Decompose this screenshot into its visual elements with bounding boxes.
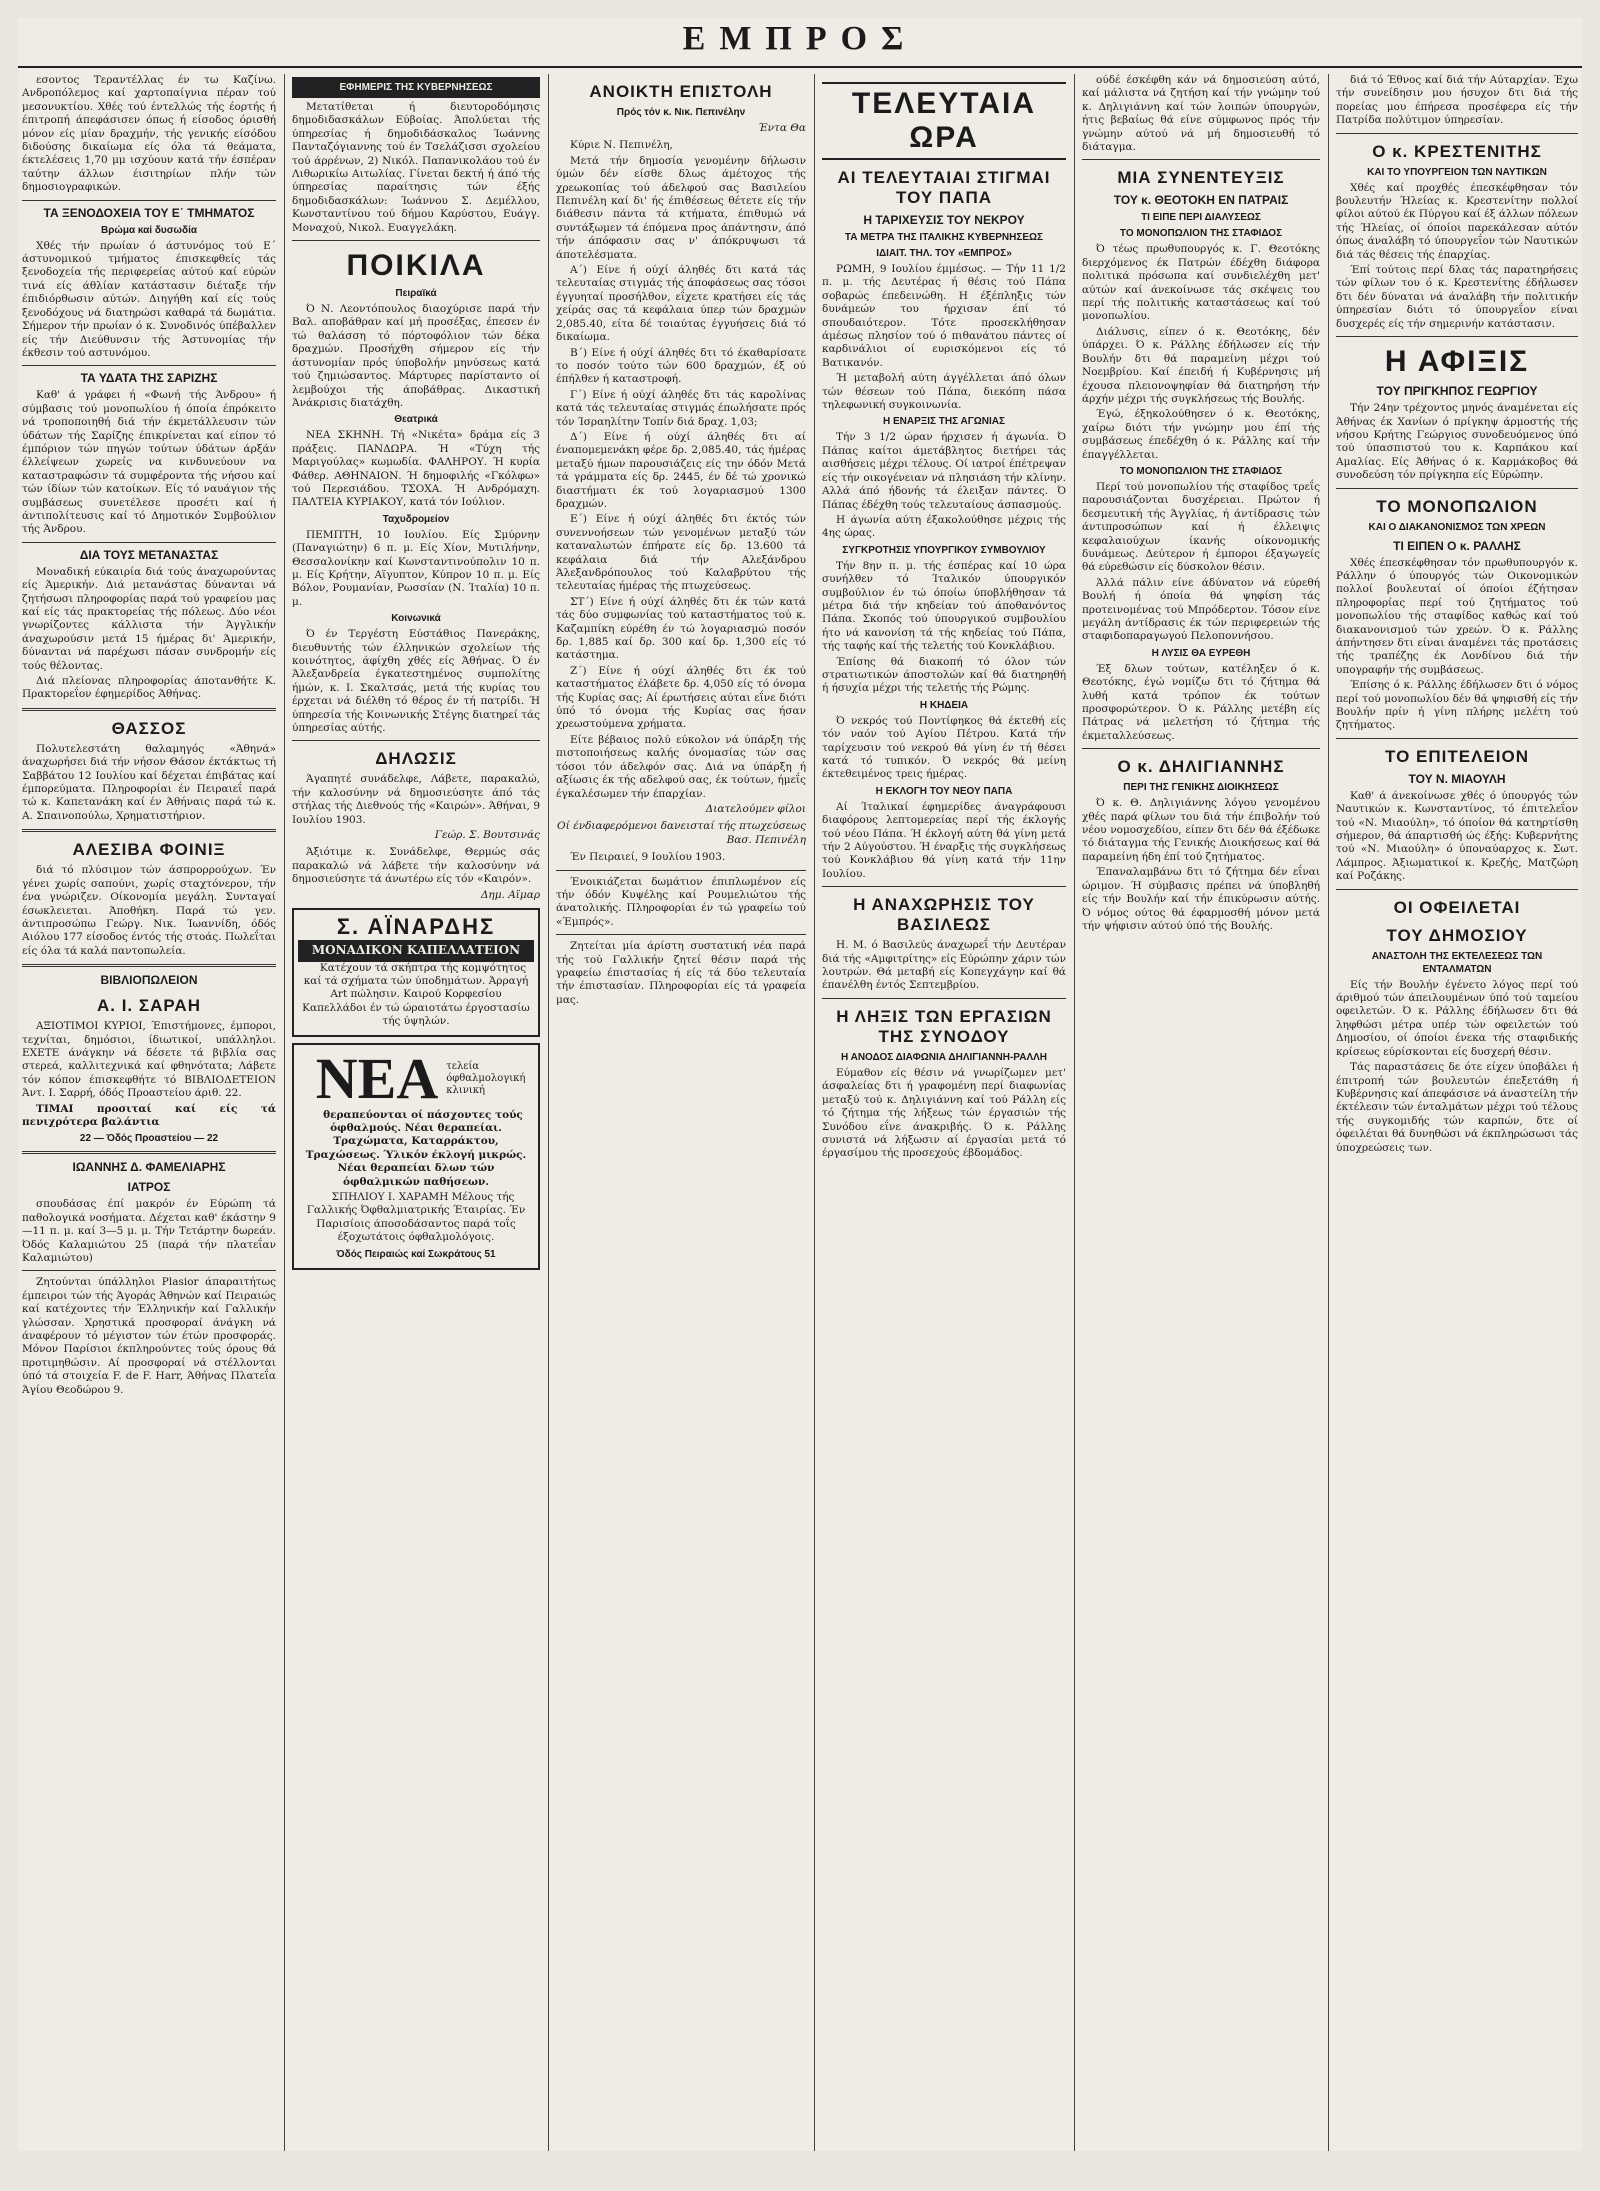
ad-headline: ΑΛΕΣΙΒΑ ΦΟΙΝΙΞ bbox=[72, 840, 226, 860]
article-text: Β΄) Είνε ή ούχί άληθές δτι τό έκαθαρίσατε το ποσόν τούτο τών 600 δραχμών, έξ ού έπήλθεν ή καταστροφή. bbox=[556, 346, 806, 386]
ad-subheadline: ΙΑΤΡΟΣ bbox=[127, 1180, 171, 1195]
dateline: Έν Πειραιεί, 9 Ιουλίου 1903. bbox=[570, 851, 726, 864]
article-text: Διάλυσις, είπεν ό κ. Θεοτόκης, δέν ύπάρχει. Ό κ. Ράλλης έδήλωσεν είς τήν Βουλήν δτι θά παραμείνη μέχρι τού Νοεμβρίου. Καί έπειδή ή Κυβέρνησις μή έχουσα πλειονοψηφίαν θά διατηρήση τήν άρχήν μέχρι τής συγκλήσεως τής Βουλής. bbox=[1082, 325, 1320, 405]
newspaper-page bbox=[18, 18, 1582, 2151]
column-5 bbox=[1082, 74, 1320, 2151]
subheadline: Η ΕΝΑΡΞΙΣ ΤΗΣ ΑΓΩΝΙΑΣ bbox=[883, 416, 1005, 428]
masthead bbox=[18, 18, 1582, 70]
divider bbox=[22, 708, 276, 711]
article-text: Χθές έπεσκέφθησαν τόν πρωθυπουργόν κ. Ράλλην ό ύπουργός τών Οικονομικών πολλοί βουλευταί οί όποίοι έζήτησαν πληροφορίας περί τού ζητήματος τού μονοπωλίου τής σταφίδος καθώς καί τού διακανονισμού τών χρεών. Ό κ. Ράλλης άπήντησεν δτι είναι άναμένει τάς προτάσεις τής τραπέζης έκ Λονδίνου διά τήν υπογραφήν τής συμβάσεως. bbox=[1336, 556, 1578, 676]
article-text: Ό έν Τεργέστη Εύστάθιος Πανεράκης, διευθυντής τών έλληνικών σχολείων τής κοινότητος, άφίχθη χθές είς Άθήνας. Ό έν Άλεξανδρεία έγκατεστημένος συμπολίτης ήμών, κ. Ι. Σκαλτσάς, μετά τής κυρίας του έρχεται νά διέλθη τό θέρος έν τή πατρίδι. Ή ύπηρεσία τής Κοινωνικής Στέγης διατηρεί τάς ύπηρεσίας αύτής. bbox=[292, 628, 540, 735]
column-divider bbox=[814, 74, 815, 2151]
ad-text: διά τό πλύσιμον τών άσπρορρούχων. Έν γένει χωρίς σαπούνι, χωρίς σταχτόνερον, τήν ένα γνώριζεν. Οίκονομία μεγάλη. Συνταγαί έσωκλειεται. Άποθήκη. Παρά τώ γεν. άντιπροσώπω Γεώργ. Νικ. Ίωαννίδη, όδός Αιόλου 177 είσοδος έντός τής στοάς. Πωλεΐται είς όλα τά καλά παντοπωλεία. bbox=[22, 864, 276, 957]
headline: Ο κ. ΔΗΛΙΓΙΑΝΝΗΣ bbox=[1117, 757, 1285, 777]
article-text: Άγαπητέ συνάδελφε, Λάβετε, παρακαλώ, τήν καλοσύνην νά δημοσιεύσητε άπό τάς στήλας τής Διεθνούς τής «Καιρών». Άθήναι, 9 Ιουλίου 1903. bbox=[292, 773, 540, 826]
article-text: Ό Ν. Λεοντόπουλος διαοχύρισε παρά τήν Βαλ. αποβάθραν καί μή προσέξας, έπεσεν έν τώ θαλάσση τό πόρτοφόλιον τών δέκα δραχμών. Προσήχθη σήμερον είς τήν άστυνομίαν πρός ύποβολήν μηνύσεως κατά τού ζημιώσαντος. Μάρτυρες παρίσταντο οί λεμβούχοι τής άποβάθρας. Δικαστική Άνάκρισις διατάχθη. bbox=[292, 303, 540, 409]
subheadline: Πρός τόν κ. Νικ. Πεπινέλην bbox=[616, 107, 746, 118]
article-text: Καθ' ά γράφει ή «Φωνή τής Άνδρου» ή σύμβασις τού μονοπωλίου ή όποία έπρόκειτο νά τροποποιηθή διά τήν έκμετάλλευσιν τών ύδάτων τής Σαρίζης έπικρίνεται καί είπον τό έμπόριον τών πηγών τούτων ύδάτων άρξάν έλλείψεων χωρείς να κινδυνεύουν να καταστραφώσιν τά συμφέροντα τής νήσου καί τών ίδίων τών κατοίκων. Είς τό ναυάγιον τής συμβάσεως συνετέλεσε προσέτι καί ή άντιπολίτευσις καί τό Δημοτικόν Συμβούλιον τής Άνδρου. bbox=[22, 389, 276, 536]
article-text: Έγώ, έξηκολούθησεν ό κ. Θεοτόκης, χαίρω διότι τήν γνώμην μου έπί τής συμβάσεως έπεδέχθη ό κ. Ράλλης καί τήν έπαγγέλλεται. bbox=[1082, 408, 1320, 461]
divider bbox=[22, 1151, 276, 1154]
ad-headline: ΙΩΑΝΝΗΣ Δ. ΦΑΜΕΛΙΑΡΗΣ bbox=[72, 1160, 226, 1175]
ad-tagline: τελεία όφθαλμολογική κλινική bbox=[446, 1060, 526, 1096]
subheadline: ΤΟ ΜΟΝΟΠΩΛΙΟΝ ΤΗΣ ΣΤΑΦΙΔΟΣ bbox=[1119, 228, 1283, 240]
headline: ΑΙ ΤΕΛΕΥΤΑΙΑΙ ΣΤΙΓΜΑΙ ΤΟΥ ΠΑΠΑ bbox=[837, 168, 1051, 207]
subheadline: ΠΕΡΙ ΤΗΣ ΓΕΝΙΚΗΣ ΔΙΟΙΚΗΣΕΩΣ bbox=[1123, 782, 1279, 794]
ad-headline: ΒΙΒΛΙΟΠΩΛΕΙΟΝ bbox=[100, 973, 198, 988]
subheadline: Η ΚΗΔΕΙΑ bbox=[919, 699, 969, 711]
column-divider bbox=[1328, 74, 1329, 2151]
signature: Οί ένδιαφερόμενοι δανεισταί τής πτωχεύσεως Βασ. Πεπινέλη bbox=[557, 820, 806, 846]
subheadline: ΚΑΙ Ο ΔΙΑΚΑΝΟΝΙΣΜΟΣ ΤΩΝ ΧΡΕΩΝ bbox=[1368, 521, 1546, 533]
article-text: Δ΄) Είνε ή ούχί άληθές δτι αί έναπομεμενάκη φέρε δρ. 2,085.40, τάς ήμέρας μεταξύ ήμων παρουσιάζεις είς την όδόν Μετά τά γράμματα είς δρ. 2445, έν δέ τώ χρονικώ διαστήματι έκ τού λογαριασμού 1300 δραχμών. bbox=[556, 430, 806, 510]
divider bbox=[22, 542, 276, 543]
column-1 bbox=[22, 74, 276, 2151]
headline: Ο κ. ΚΡΕΣΤΕΝΙΤΗΣ bbox=[1372, 141, 1542, 161]
headline: Η ΑΝΑΧΩΡΗΣΙΣ ΤΟΥ ΒΑΣΙΛΕΩΣ bbox=[853, 895, 1035, 935]
divider bbox=[822, 998, 1066, 999]
divider bbox=[1336, 738, 1578, 739]
article-text: Τάς παραστάσεις δε ότε είχεν ύποβάλει ή έπιτροπή τών βουλευτών έπεξετάθη ή Κυβέρνησις καί άπεφάσισε νά άναστείλη τήν έκτέλεσιν τών ένταλμάτων μέχρι τού τέλους τής συγκομιδής τών καρπών, δτε οί όφειλέται θά δυνηθώσι νά έκπληρώσωσι τάς ύποχρεώσεις των. bbox=[1336, 1061, 1578, 1154]
article-text: Καθ' ά άνεκοίνωσε χθές ό ύπουργός τών Ναυτικών κ. Κωνσταντίνος, τό έπιτελεΐον τού «Ν. Μιαούλη», τό όποίον θά κατηρτίσθη σήμερον, θά άπαρτισθή ώς έξής: Κυβερνήτης τού «Ν. Μιαούλη» ό ύποναύαρχος κ. Σωτ. Λάμπρος. Άξιωματικοί κ. Κρεζής, Ματζώρη καί Ροζάκης. bbox=[1336, 789, 1578, 883]
subheadline: ΤΟΥ κ. ΘΕΟΤΟΚΗ ΕΝ ΠΑΤΡΑΙΣ bbox=[1113, 193, 1289, 208]
newspaper-title: ΕΜΠΡΟΣ bbox=[682, 20, 918, 57]
article-text: Εύμαθον είς θέσιν νά γνωρίζωμεν μετ' άσφαλείας δτι ή γραφομένη περί διαφωνίας μεταξύ τού κ. Δηλιγιάννη καί τού Ράλλη είς τό ζήτημα τής λήξεως τών έργασιών τής Συνόδου εΐνε άνακριβής. Ό κ. Ράλλης συνιστά νά λήξωσιν αί έργασίαι μετά τό έργασίμου τής προσεχούς έβδομάδος. bbox=[822, 1066, 1066, 1160]
divider bbox=[22, 829, 276, 832]
article-text: Τήν 8ην π. μ. τής έσπέρας καί 10 ώρα συνήλθεν τό Ίταλικόν ύπουργικόν συμβούλιον έν τώ όποίω ύποβλήθησαν τά μέτρα διά τήν κηδείαν τού άποθανόντος Πάπα. Σκοπός τού ύπουργικού συμβουλίου ήτο νά κανονίση τά τής κηδείας τού Πάπα, τής ταφής καί τής τελετής τού Κονκλάβιου. bbox=[822, 559, 1066, 653]
article-text: ΝΕΑ ΣΚΗΝΗ. Τή «Νικέτα» δράμα είς 3 πράξεις. ΠΑΝΔΩΡΑ. Ή «Τύχη τής Μαριγούλας» κωμωδία. ΦΑΛΗΡΟΥ. Ή κυρία Φάθερ. ΑΘΗΝΑΙΟΝ. Ή δημοφιλής «Γκόλφω» τού Περεσιάδου. ΤΣΟΧΑ. Ή Ανδρόμαχη. ΠΑΛΤΕΙΑ ΚΥΡΙΑΚΟΥ, κατά τόν Ιούλιον. bbox=[292, 429, 540, 509]
headline: ΟΙ ΟΦΕΙΛΕΤΑΙ bbox=[1393, 897, 1521, 917]
article-text: Η. Μ. ό Βασιλεύς άναχωρεΐ τήν Δευτέραν διά τής «Αμφιτρίτης» είς Εύρώπην χάριν τών λουτρών. Θά μεταβή είς Κοπεγχάγην καί θά έπανέλθη έντός Σεπτεμβρίου. bbox=[822, 939, 1066, 992]
subheadline: Ταχυδρομείον bbox=[382, 513, 450, 525]
divider bbox=[22, 964, 276, 967]
article-text: ΡΩΜΗ, 9 Ιουλίου έμμέσως. — Τήν 11 1/2 π. μ. τής Δευτέρας ή θέσις τού Πάπα σοβαρώς έπεδεινώθη. Η έξέπληξις τών δυνάμεών του ήρχισαν έπί τό σπουδαιότερον. Τότε προσεκλήθησαν άμέσως πλησίον τού ό πιθανάτου πάντες οί καρδινάλιοι οί ευρισκόμενοι είς τό Βατικανόν. bbox=[822, 263, 1066, 369]
divider bbox=[22, 1270, 276, 1271]
ad-text: ΑΞΙΟΤΙΜΟΙ ΚΥΡΙΟΙ, Έπιστήμονες, έμποροι, τεχνίται, δημόσιοι, ίδιωτικοί, υπάλληλοι. ΕΧΕΤΕ άνάγκην νά δέσετε τά βιβλία σας στερεά, καλλιτεχνικά καί φθηνότατα; Λάβετε τόν κόπον έπισκεφθήτε τό ΒΙΒΛΙΟΔΕΤΕΙΟΝ Άντ. Ι. Σαρρή, όδός Προαστείου άριθ. 22. bbox=[22, 1020, 276, 1100]
ad-subheadline: ΜΟΝΑΔΙΚΟΝ ΚΑΠΕΛΛΑΤΕΙΟΝ bbox=[298, 940, 534, 961]
divider bbox=[1336, 133, 1578, 134]
article-text: Ε΄) Είνε ή ούχί άληθές δτι έκτός τών συνεννοήσεων τών γενομένων μεταξύ τών καταναλωτών έπήρατε είς δρ. 13.600 τά κεφάλαια διά τήν Αλεξάνδρου Άλεξανδρόπουλος τού Καλαβρύτου τής τελευταίας ήμέρας τής πτωχεύσεως. bbox=[556, 513, 806, 593]
article-text: ΠΕΜΠΤΗ, 10 Ιουλίου. Είς Σμύρνην (Παναγιώτην) 6 π. μ. Είς Χίον, Μυτιλήνην, Θεσσαλονίκην καί Κωνσταντινούπολιν 10 π. μ. Είς Κρήτην, Αϊγυπτον, Κύπρον 10 π. μ. Είς Βόλον, Ρουμανίαν, Ρωσσίαν (Ν. Ίταλία) 10 π. μ. bbox=[292, 528, 540, 608]
column-6 bbox=[1336, 74, 1578, 2151]
article-text: Έπαναλαμβάνω δτι τό ζήτημα δέν εΐναι ώριμον. Ή σύμβασις πρέπει νά ύποβληθή είς τήν Βουλήν καί τήν έπικύρωσιν αύτής. Ό νόμος ούτος θά έφαρμοσθή μόνον μετά τήν ψήφισιν αύτού ύπό τής Βουλής. bbox=[1082, 866, 1320, 932]
headline: ΤΑ ΥΔΑΤΑ ΤΗΣ ΣΑΡΙΖΗΣ bbox=[80, 371, 218, 386]
signature: Δημ. Αϊμαρ bbox=[480, 888, 540, 901]
article-text: Ζ΄) Είνε ή ούχί άληθές δτι έκ τού καταστήματος έλάβετε δρ. 4,050 είς τό όνομα τής Κυρίας σας; Αί έρωτήσεις αύται εΐνε διότι ύπό τό όνομα τής Κυρίας σας ήσαν χρεωστούμενα χρήματα. bbox=[556, 664, 806, 731]
ad-text: Ζητούνται ύπάλληλοι Plasior άπαραιτήτως έμπειροι τών τής Άγοράς Άθηνών καί Πειραιώς καί κατέχοντες τήν Έλληνικήν καί Γαλλικήν γλώσσαν. Χρηστικά προσφοραί άνάγκη νά άναφέρουν τό μέγιστον τών έτών προσφοράς. Μόνον Παρίσιοι έκπληρούντες τούς όρους θά προτιμηθώσιν. Αί προσφοραί νά στέλλονται ύπό τά στοιχεία F. de F. Harr, Άθήνας Πλατεΐα Άγίου Θεοδώρου 9. bbox=[22, 1276, 276, 1396]
article-text: Κύριε Ν. Πεπινέλη, bbox=[570, 139, 673, 152]
divider bbox=[1336, 488, 1578, 489]
article-text: διά τό Έθνος καί διά τήν Αύταρχίαν. Έχω τήν συνείδησιν μου ήσυχον δτι διά τής πορείας μου έπήρεσα προσέφερα είς τήν Πατρίδα πολύτιμον ύπηρεσίαν. bbox=[1336, 74, 1578, 127]
article-text: Η άγωνία αύτη έξακολούθησε μέχρις τής 4ης ώρας. bbox=[822, 513, 1066, 540]
article-text: Χθές τήν πρωίαν ό άστυνόμος τού Ε΄ άστυνομικού τμήματος έπισκεφθείς τάς ξενοδοχεία τής περιφερείας αύτού καί εύρών τινά είς άθλίαν κατάστασιν διέταξε τήν έπιδιόρθωσιν αύτών. Διηγήθη καί είς τούς ξενοδόχους νά διατηρώσι καθαρά τά δωμάτια. Σήμερον τήν πρωίαν ό κ. Συνοδινός ύπέβαλλεν είς τήν Διεύθυνσιν τής Άστυνομίας τήν έκθεσιν τού αστυνόμου. bbox=[22, 239, 276, 359]
article-text: Τήν 3 1/2 ώραν ήρχισεν ή άγωνία. Ό Πάπας καίτοι άμετάβλητος διετήρει τάς αισθήσεις μέχρι τέλους. Οί ιατροί έπέτρεψαν είς τήν οικογένειαν νά πλησιάση τήν κλίνην. Αλλά άπό ήδονής τά έλειξαν πάντες. Ό Πάπας έδέχθη τούς τελευταίους άσπασμούς. bbox=[822, 431, 1066, 511]
article-text: Περί τού μονοπωλίου τής σταφίδος τρεΐς παρουσιάζονται δυσχέρειαι. Πρώτον ή δεσμευτική τής Άγγλίας, ή άντίδρασις τών άντιπροσώπων καί ή έλλειψις κεφαλαιούχων ίκανής οίκονομικής δυνάμεως. Δεύτερον ή έμποροι έξαγωγείς θά εύρεθώσιν είς δύσκολον θέσιν. bbox=[1082, 480, 1320, 574]
ad-text: ΣΠΗΛΙΟΥ Ι. ΧΑΡΑΜΗ Μέλους τής Γαλλικής Όφθαλμιατρικής Έταιρίας. Έν Παρισίοις άποσοδάσαντος παρά τοΐς έξοχωτάτοις όφθαλμολόγοις. bbox=[306, 1190, 526, 1244]
headline: Η ΑΦΙΞΙΣ bbox=[1384, 345, 1530, 379]
article-text: Μετατίθεται ή διευτοροδόμησις δημοδιδασκάλων Εύβοίας. Άπολύεται τής ύπηρεσίας ή δημοδιδάσκαλος Ίωάννης Πανταζόγιαννης τού έν Τσελάζισσι σχολείου τού άρρένων, 2) Νικόλ. Παπανικολάου τού έν Λιθωρικίω Αιτωλίας. Γίνεται δεκτή ή άπό τής ύπηρεσίας παραίτησις τών έξής δημοδιδασκάλων: Ίωάννου Σ. Δεμέλλου, Κωνσταντίνου τού δήμου Καρύστου, Ευάγγ. Μοναχού, Νικολ. Ευαγγελάκη. bbox=[292, 101, 540, 234]
ad-headline: ΝΕΑ bbox=[315, 1045, 439, 1111]
divider bbox=[1082, 748, 1320, 749]
article-text: Αί Ίταλικαί έφημερίδες άναγράφουσι διαφόρους λεπτομερείας περί τής έκλογής τού νέου Πάπα. Ή έκλογή αύτη θά γίνη μετά τήν 2 Αύγούστου. Ή έναρξις τής συγκλήσεως τού Κονκλάβιου θά γίνη κατά τήν 11ην Ιουλίου. bbox=[822, 800, 1066, 880]
subheadline: ΙΔΙΑΙΤ. ΤΗΛ. ΤΟΥ «ΕΜΠΡΟΣ» bbox=[876, 248, 1012, 259]
subheadline: Η ΤΑΡΙΧΕΥΣΙΣ ΤΟΥ ΝΕΚΡΟΥ bbox=[863, 213, 1025, 227]
divider bbox=[556, 870, 806, 871]
headline: ΤΟ ΕΠΙΤΕΛΕΙΟΝ bbox=[1385, 746, 1529, 766]
article-text: Ό τέως πρωθυπουργός κ. Γ. Θεοτόκης διερχόμενος έκ Πατρών έδέχθη διάφορα πολιτικά πρόσωπα καί συνδιελέχθη μετ' αύτών καί άνεκοίνωσε τάς σκέψεις του περί τής πολιτικής καταστάσεως καί τού μονοπωλίου. bbox=[1082, 243, 1320, 323]
subheadline: ΚΑΙ ΤΟ ΥΠΟΥΡΓΕΙΟΝ ΤΩΝ ΝΑΥΤΙΚΩΝ bbox=[1367, 166, 1547, 178]
article-text: Είτε βέβαιος πολύ εύκολον νά ύπάρξη τής πιστοποιήσεως καλής όνομασίας τών σας τόσοι τόν άδελφόν σας. Διά να ύπάρξη ή αξίωσις έκ τής αδελφού σας, έκ τούτων, ήμεΐς έγκαλέσωμεν τήν έπαρχίαν. bbox=[556, 733, 806, 800]
ad-headline: ΘΑΣΣΟΣ bbox=[111, 718, 187, 738]
article-text: εσοντος Τεραντέλλας έν τω Καζίνω. Ανδροπόλεμος καί χαρτοπαίγνια πέραν τού μεσονυκτίου. Χθές τού έντελλώς τής έορτής ή έπιτροπή άπεφάσισεν όπως ή είσοδος όρισθή μόνον είς μίαν δραχμήν, τής γενικής είσόδου διδούσης δικαίωμα είς όλα τά θεάματα, έκτελέσεις 1,70 μμ ισχύουν κατά τήν έσπέραν ταύτην άλλων έισιτηρίων πλήν τών δημοσιογραφικών. bbox=[22, 74, 276, 194]
column-divider bbox=[548, 74, 549, 2151]
article-text: Έπίσης ό κ. Ράλλης έδήλωσεν δτι ό νόμος περί τού μονοπωλίου δέν θά ψηφισθή είς τήν Βουλήν πρίν ή γίνη πλήρης μελέτη τού ζητήματος. bbox=[1336, 679, 1578, 732]
ad-text: ΤΙΜΑΙ προσιταί καί είς τά πενιχρότερα βαλάντια bbox=[22, 1102, 276, 1128]
subheadline: ΤΟ ΜΟΝΟΠΩΛΙΟΝ ΤΗΣ ΣΤΑΦΙΔΟΣ bbox=[1119, 465, 1283, 477]
subheadline: ΤΟΥ ΠΡΙΓΚΗΠΟΣ ΓΕΩΡΓΙΟΥ bbox=[1376, 384, 1538, 399]
ad-box bbox=[292, 1043, 540, 1270]
column-3 bbox=[556, 74, 806, 2151]
headline: ΔΙΑ ΤΟΥΣ ΜΕΤΑΝΑΣΤΑΣ bbox=[79, 547, 219, 562]
subheadline: ΤΙ ΕΙΠΕ ΠΕΡΙ ΔΙΑΛΥΣΕΩΣ bbox=[1141, 212, 1261, 224]
subheadline: Η ΛΥΣΙΣ ΘΑ ΕΥΡΕΘΗ bbox=[1151, 647, 1251, 659]
article-text: Α΄) Είνε ή ούχί άληθές δτι κατά τάς τελευταίας στιγμάς τής άποφάσεως σας τόσοι έγγυηταί προσήλθον, εΐχετε κρατήσει είς τάς χείράς σας τά κεφάλαια ύπερ τών δραχμών 2,085.40, είτα δέ τοιαύτας έγγυήσεις διά τό δικαίωμα. bbox=[556, 264, 806, 344]
article-text: Ό νεκρός τού Ποντίφηκος θά έκτεθή είς τόν ναόν τού Αγίου Πέτρου. Κατά τήν ταρίχευσιν τού νεκρού θά γίνη έν τή θέσει κατά τό τυπικόν. Ό νεκρός θά μείνη έκτεθειμένος τρεις ήμέρας. bbox=[822, 714, 1066, 781]
column-divider bbox=[1074, 74, 1075, 2151]
ad-title-row bbox=[298, 1045, 534, 1111]
article-text: Μετά τήν δημοσία γενομένην δήλωσιν ύμών δέν είσθε δλως άμέτοχος τής χρεωκοπίας τού άδελφού σας Βασιλείου Πεπινέλη καί δι' ής έπιθέσεως θέτετε είς τήν διάθεσιν πάντα τά κτήματα, έπιθυμώ νά συντάξωμεν τά έπόμενα προς άπάντησιν, άπό τήν άπόφασιν σας ν' άπόκρυψωσι τά άποτελέσματα. bbox=[556, 154, 806, 261]
article-text: ούδέ έσκέφθη κάν νά δημοσιεύση αύτό, καί μάλιστα νά ζητήση καί τήν γνώμην τού κ. Δηλιγιάννη καί τών λοιπών ύπουργών, ήτις βεβαίως θά είνε σύμφωνος πρός τήν γνώμην αύτού νά μή δημοσιευθή τό διάταγμα. bbox=[1082, 74, 1320, 154]
article-text: Ή μεταβολή αύτη άγγέλλεται άπό όλων τών θέσεων τού Πάπα, διεκόπη πάσα τηλεφωνική συγκοινωνία. bbox=[822, 372, 1066, 412]
subheadline: ΤΟΥ Ν. ΜΙΑΟΥΛΗ bbox=[1408, 771, 1506, 786]
article-text: Χθές καί προχθές έπεσκέφθησαν τόν βουλευτήν Ήλείας κ. Κρεστενίτην πολλοί φίλοι αύτού έκ Πύργου καί έξ άλλων πόλεων τής Ήλείας, οί όποίοι παρεκάλεσαν αύτόν όπως άναλάβη τό ύπουργεΐον τών Ναυτικών διά τάς θέσεις τής έπαρχίας. bbox=[1336, 181, 1578, 261]
headline: ΔΗΛΩΣΙΣ bbox=[375, 749, 457, 769]
divider bbox=[292, 740, 540, 741]
ad-address: 22 — Όδός Προαστείου — 22 bbox=[79, 1133, 219, 1145]
article-text: ΣΤ΄) Είνε ή ούχί άληθές δτι έκ τών κατά τάς δύο συμφωνίας τού καταστήματος τού κ. Καζαμπίκη εύρέθη έν τώ λογαριασμώ ποσόν δρ. 1,885 καί δρ. 300 καί δρ. 1,300 είς τό κατάστημα. bbox=[556, 595, 806, 662]
ad-box bbox=[292, 908, 540, 1036]
subheadline: Η ΑΝΟΔΟΣ ΔΙΑΦΩΝΙΑ ΔΗΛΙΓΙΑΝΝΗ-ΡΑΛΛΗ bbox=[840, 1051, 1048, 1063]
article-text: Έξ δλων τούτων, κατέληξεν ό κ. Θεοτόκης, έγώ νομίζω δτι τό ζήτημα θά λυθή κατά τρόπον έκ τούτων προσφορώτερον. Ό κ. Ράλλης μετέβη είς Πάτρας νά μελετήση τό ζήτημα τής έκμεταλλεύσεως. bbox=[1082, 662, 1320, 742]
column-4 bbox=[822, 74, 1066, 2151]
subheadline: ΑΝΑΣΤΟΛΗ ΤΗΣ ΕΚΤΕΛΕΣΕΩΣ ΤΩΝ ΕΝΤΑΛΜΑΤΩΝ bbox=[1371, 950, 1543, 975]
article-text: Τήν 24ην τρέχοντος μηνός άναμένεται είς Άθήνας έκ Χανίων ό πρίγκηψ άρμοστής τής νήσου Κρήτης Γεώργιος συνοδευόμενος ύπό τού ύπασπιστού του κ. Καρπάκου καί Αμαλίας. Είς Άθήνας ό κ. Καρμάκοβος θά συνοδεύση τόν πρίγκηπα είς Εύρώπην. bbox=[1336, 402, 1578, 482]
subheadline: ΤΙ ΕΙΠΕΝ Ο κ. ΡΑΛΛΗΣ bbox=[1393, 538, 1521, 553]
subheadline: Πειραϊκά bbox=[395, 288, 437, 300]
subheadline: ΣΥΓΚΡΟΤΗΣΙΣ ΥΠΟΥΡΓΙΚΟΥ ΣΥΜΒΟΥΛΙΟΥ bbox=[842, 544, 1046, 556]
article-text: Διά πλείονας πληροφορίας άποτανθήτε Κ. Πρακτορεΐον έφημερίδος Άθήνας. bbox=[22, 675, 276, 701]
divider bbox=[1336, 336, 1578, 337]
masthead-rule bbox=[18, 66, 1582, 68]
divider bbox=[1336, 889, 1578, 890]
divider bbox=[556, 934, 806, 935]
article-text: Γ΄) Είνε ή ούχί άληθές δτι τάς καρολίνας κατά τάς τελευταίας στιγμάς έπωλήσατε πρός τόν Ίσραηλίτην Τοπίν διά δραχ. 1,03; bbox=[556, 388, 806, 428]
article-text: Άλλά πάλιν είνε άδύνατον νά εύρεθή Βουλή ή όποία θά ψηφίση τάς προτεινομένας τού Μπρόδερτον. Τόσον είνε μεγάλη άντίδρασις έκ τών περιφερειών τής σταφιδοπαραγωγού Πελοποννήσου. bbox=[1082, 576, 1320, 643]
article-text: Μοναδική εύκαιρία διά τούς άναχωρούντας είς Άμερικήν. Διά μετανάστας δύνανται νά ζητήσωσι πληροφορίας παρά τού γραφείου μας καί είς τάς πρακτορείας τής πόλεως. Δύο νέοι γνωρίζοντες κάλλιστα τήν Άγγλικήν άναχωρούσιν μετά 15 ήμέρας δι' Άμερικήν, δύνανται νά παρέχωσι πάσαν συνδρομήν είς τούς θέλοντας. bbox=[22, 565, 276, 672]
article-text: Έπί τούτοις περί δλας τάς παρατηρήσεις τών φίλων του ό κ. Κρεστενίτης έδήλωσεν δτι δέν δύναται νά άναλάβη τήν πολιτικήν ύπηρεσίαν διότι τό ύπουργεΐον είναι δυσχερές είς τήν σημερινήν κατάστασιν. bbox=[1336, 264, 1578, 330]
ad-text: Πολυτελεστάτη θαλαμηγός «Άθηνά» άναχωρήσει διά τήν νήσον Θάσον έκτάκτως τή Σαββάτου 12 Ιουλίου καί δέχεται έπιβάτας καί έμπορεύματα. Πληροφορίαι έν Πειραιεΐ παρά τώ κ. Καπετανάκη καί έν Άθήναις παρά τώ κ. Α. Σπαινοπούλω, Χρηματιστήριον. bbox=[22, 742, 276, 822]
columns bbox=[18, 74, 1582, 2151]
ad-address: Όδός Πειραιώς καί Σωκράτους 51 bbox=[336, 1248, 496, 1260]
section-headline: ΤΕΛΕΥΤΑΙΑ ΩΡΑ bbox=[822, 82, 1066, 160]
subheadline: Η ΕΚΛΟΓΗ ΤΟΥ ΝΕΟΥ ΠΑΠΑ bbox=[875, 785, 1013, 797]
dateline: Έντα Θα bbox=[758, 122, 806, 134]
headline: ΜΙΑ ΣΥΝΕΝΤΕΥΞΙΣ bbox=[1117, 168, 1285, 188]
column-divider bbox=[284, 74, 285, 2151]
divider bbox=[1082, 159, 1320, 160]
subheadline: Κοινωνικά bbox=[391, 613, 441, 625]
headline: ΤΑ ΞΕΝΟΔΟΧΕΙΑ ΤΟΥ Ε΄ ΤΜΗΜΑΤΟΣ bbox=[43, 205, 255, 220]
headline: ΤΟΥ ΔΗΜΟΣΙΟΥ bbox=[1386, 925, 1528, 945]
headline: ΑΝΟΙΚΤΗ ΕΠΙΣΤΟΛΗ bbox=[589, 82, 773, 101]
section-headline: ΠΟΙΚΙΛΑ bbox=[346, 249, 486, 283]
ad-headline: Σ. ΑΪΝΑΡΔΗΣ bbox=[336, 914, 496, 940]
ad-text: σπουδάσας έπί μακρόν έν Εύρώπη τά παθολογικά νοσήματα. Δέχεται καθ' έκάστην 9—11 π. μ. καί 3—5 μ. μ. Τήν Τετάρτην δωρεάν. Όδός Καλαμιώτου 25 (παρά τήν πλατεΐαν Καλαμιώτου) bbox=[22, 1198, 276, 1264]
subheadline: ΤΑ ΜΕΤΡΑ ΤΗΣ ΙΤΑΛΙΚΗΣ ΚΥΒΕΡΝΗΣΕΩΣ bbox=[844, 232, 1044, 243]
article-text: Άξιότιμε κ. Συνάδελφε, Θερμώς σάς παρακαλώ νά λάβετε τήν καλοσύνην νά δημοσιεύσητε τά άνωτέρω είς τόν «Καιρόν». bbox=[292, 846, 540, 886]
divider bbox=[22, 200, 276, 201]
subheadline: Βρώμα καί δυσωδία bbox=[100, 224, 197, 236]
ad-headline: Α. Ι. ΣΑΡΑΗ bbox=[96, 996, 201, 1016]
headline: ΕΦΗΜΕΡΙΣ ΤΗΣ ΚΥΒΕΡΝΗΣΕΩΣ bbox=[292, 77, 540, 98]
headline: ΤΟ ΜΟΝΟΠΩΛΙΟΝ bbox=[1376, 496, 1538, 516]
subheadline: Θεατρικά bbox=[394, 414, 438, 426]
article-text: Ό κ. Θ. Δηλιγιάννης λόγου γενομένου χθές παρά φίλων του διά τήν έπιβολήν τού νέου νομοσχεδίου, είπεν δτι δέν θά έξέδωκε τό διάταγμα τής Γενικής Διοικήσεως καί θά παραμείνη ήδη έπί τού ζητήματος. bbox=[1082, 797, 1320, 863]
ad-text: Κατέχουν τά σκήπτρα τής κομψότητος καί τά σχήματα τών ύποδημάτων. Άρραγή Art πώλησιν. Καιρού Κορφεσίου Καπελλάδοι έν τώ ώραιοτάτω έργοστασίω τής ύψηλών. bbox=[302, 961, 530, 1028]
divider bbox=[822, 886, 1066, 887]
divider bbox=[292, 240, 540, 241]
article-text: Είς τήν Βουλήν έγένετο λόγος περί τού άριθμού τών άπειλουμένων ύπό τού ταμείου οφειλετών. Ό κ. Ράλλης έδήλωσεν δτι θά ληφθώσι μέτρα υπέρ τών οφειλετών τού Δημοσίου, οί όποίοι ένεκα τής σταφιδικής κρίσεως εύρίσκονται είς δυσχερή θέσιν. bbox=[1336, 978, 1578, 1058]
classified-text: Ένοικιάζεται δωμάτιον έπιπλωμένον είς τήν όδόν Κυψέλης καί Ρουμελιώτου τής άνατολικής. Πληροφορίαι έν τώ γραφείω τού «Έμπρός». bbox=[556, 875, 806, 928]
ad-text: θεραπεύονται οί πάσχοντες τούς όφθαλμούς. Νέαι θεραπείαι. Τραχώματα, Καταρράκτου, Τραχώσεως. Ύλικόν έκλογή μικρώς. Νέαι θεραπείαι δλων τών όφθαλμικών παθήσεων. bbox=[305, 1108, 527, 1188]
signature: Γεώρ. Σ. Βουτσινάς bbox=[434, 829, 540, 842]
headline: Η ΛΗΞΙΣ ΤΩΝ ΕΡΓΑΣΙΩΝ ΤΗΣ ΣΥΝΟΔΟΥ bbox=[836, 1006, 1052, 1046]
article-text: Έπίσης θά διακοπή τό όλον τών στρατιωτικών άποστολών καί θά διατηρηθή ή ήσυχία μέχρι τής τελετής τής Ρώμης. bbox=[822, 655, 1066, 695]
column-2 bbox=[292, 74, 540, 2151]
classified-text: Ζητείται μία άρίστη συστατική νέα παρά τής τού Γαλλικήν ζητεί θέσιν παρά τής γραφείω έπιστασίας ή είς τά δύο τελευταία τήν έπιστασίαν. Πληροφορίαι είς τά γραφεία μας. bbox=[556, 940, 806, 1006]
signature: Διατελούμεν φίλοι bbox=[705, 802, 806, 815]
divider bbox=[22, 365, 276, 366]
